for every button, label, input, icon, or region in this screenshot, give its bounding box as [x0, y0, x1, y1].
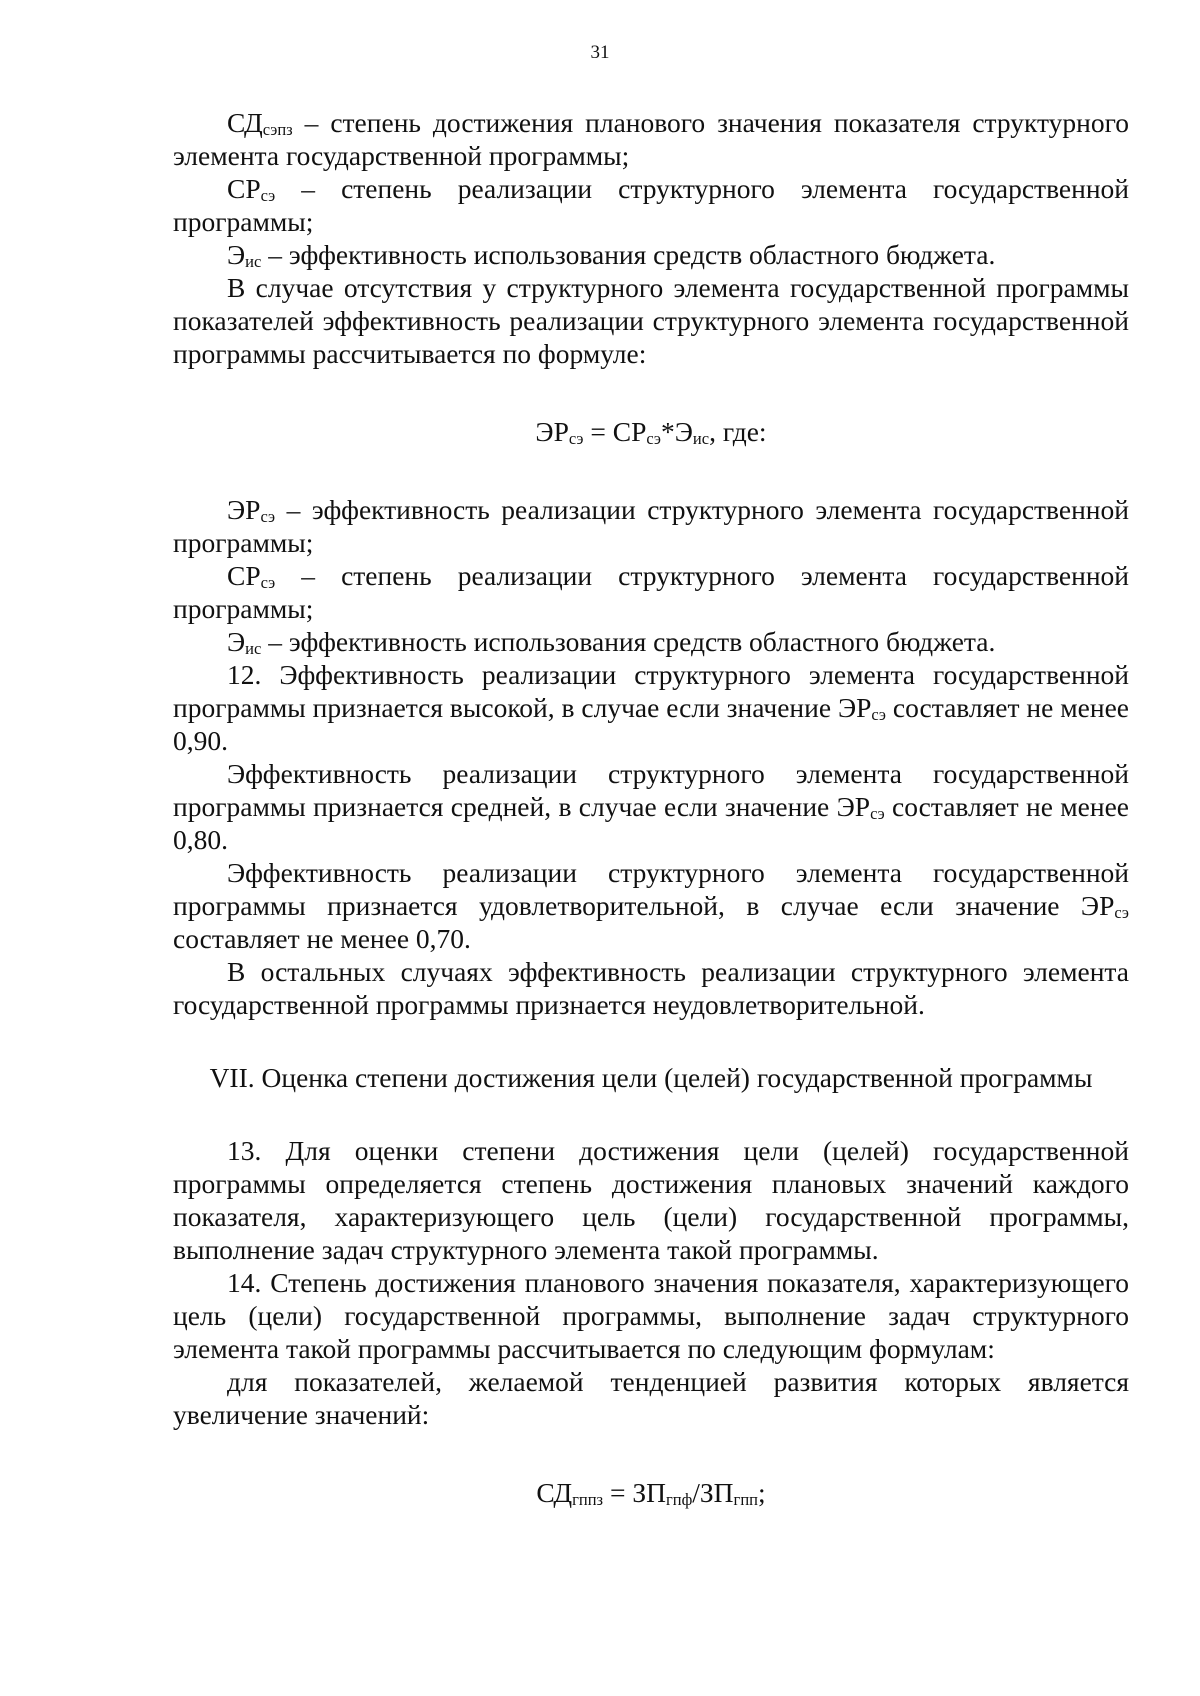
- paragraph-14: 14. Степень достижения планового значения показателя, характеризующего цель (цели) государственной программы, выполнение задач структурного элемента такой программы рассчитывается по следующим формулам:: [173, 1267, 1129, 1364]
- definition-eis-2: $Э_{ис}$ – эффективность использования средств областного бюджета.: [227, 626, 996, 658]
- page-number: 31: [590, 42, 610, 63]
- definition-srse: $СР_{сэ}$ – степень реализации структурного элемента государственной программы;: [173, 173, 1129, 237]
- section-heading-vii: VII. Оценка степени достижения цели (целей) государственной программы: [209, 1062, 1093, 1093]
- paragraph-unsatisfactory: В остальных случаях эффективность реализации структурного элемента государственной программы признается неудовлетворительной.: [173, 956, 1129, 1020]
- paragraph-no-indicators: В случае отсутствия у структурного элемента государственной программы показателей эффективность реализации структурного элемента государственной программы рассчитывается по формуле:: [173, 272, 1129, 369]
- paragraph-medium: Эффективность реализации структурного элемента государственной программы признается средней, в случае если значение $ЭР_{сэ}$ составляет не менее 0,80.: [173, 758, 1129, 855]
- formula-erse: $ЭР_{сэ} = СР_{сэ}*Э_{ис}$, где:: [535, 416, 767, 448]
- document-body: [173, 106, 1129, 1509]
- definition-erse: $ЭР_{сэ}$ – эффективность реализации структурного элемента государственной программы;: [173, 494, 1129, 558]
- paragraph-satisfactory: Эффективность реализации структурного элемента государственной программы признается удовлетворительной, в случае если значение $ЭР_{сэ}$ составляет не менее 0,70.: [173, 857, 1129, 954]
- paragraph-12-high: 12. Эффективность реализации структурного элемента государственной программы признается высокой, в случае если значение $ЭР_{сэ}$ составляет не менее 0,90.: [173, 659, 1129, 756]
- definition-eis: $Э_{ис}$ – эффективность использования средств областного бюджета.: [227, 239, 996, 271]
- definition-sdsepz: $СД_{сэпз}$ – степень достижения планового значения показателя структурного элемента государственной программы;: [173, 107, 1129, 171]
- paragraph-13: 13. Для оценки степени достижения цели (целей) государственной программы определяется степень достижения плановых значений каждого показателя, характеризующего цель (цели) государственной программы, выполнение задач структурного элемента такой программы.: [173, 1135, 1129, 1265]
- formula-sdgppz: $СД_{гппз} = ЗП_{гпф}/ЗП_{гпп}$;: [536, 1477, 766, 1509]
- definition-srse-2: $СР_{сэ}$ – степень реализации структурного элемента государственной программы;: [173, 560, 1129, 624]
- paragraph-increase-indicators: для показателей, желаемой тенденцией развития которых является увеличение значений:: [173, 1366, 1129, 1430]
